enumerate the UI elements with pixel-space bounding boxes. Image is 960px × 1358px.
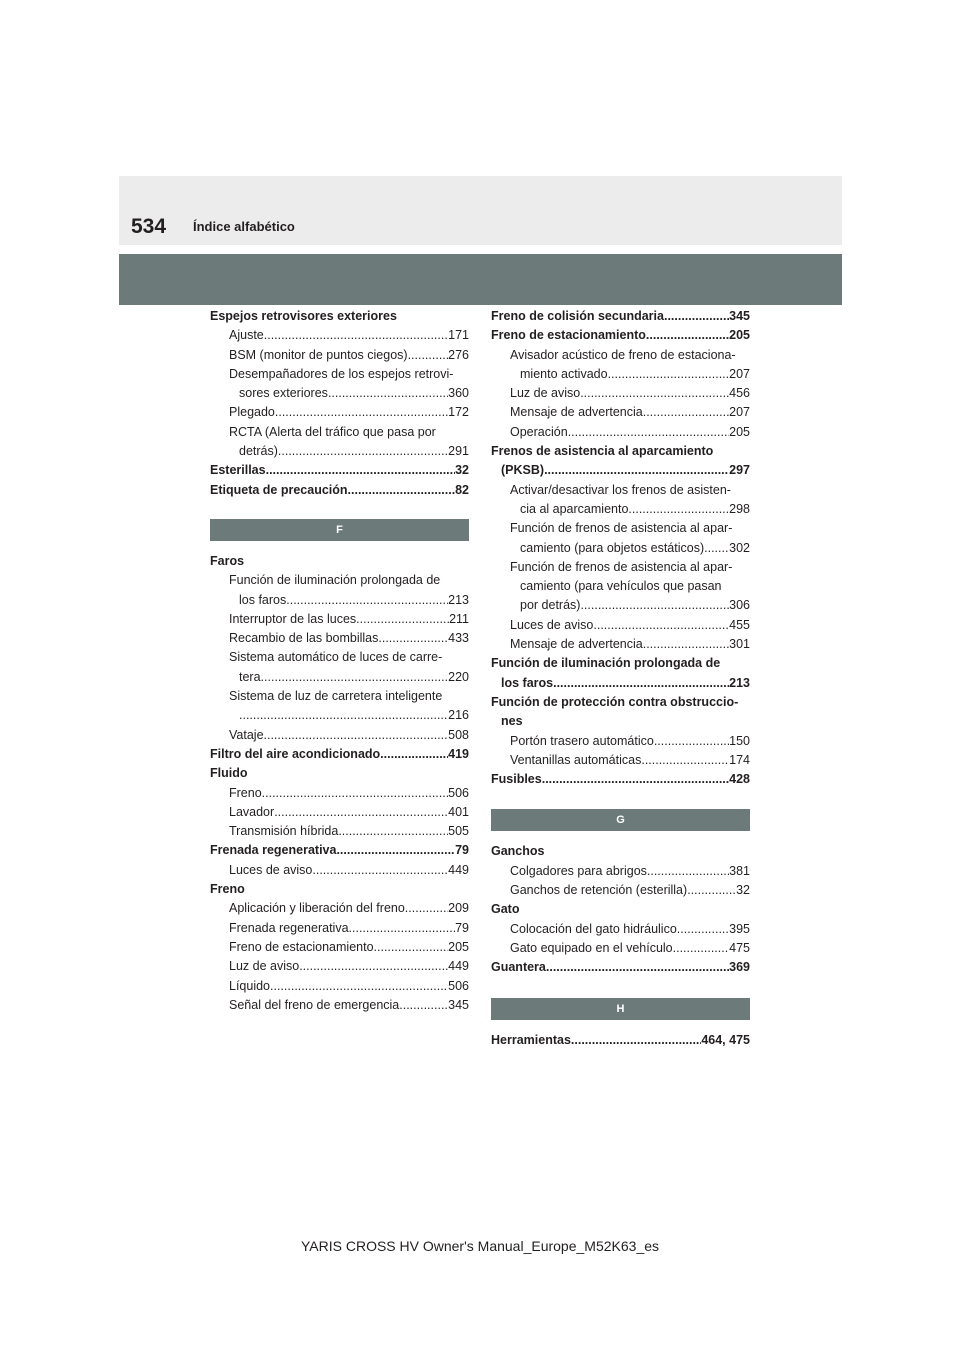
entry-term: Aplicación y liberación del freno bbox=[229, 901, 405, 916]
entry-page-ref[interactable]: 291 bbox=[448, 444, 469, 459]
entry-term: Transmisión híbrida bbox=[229, 824, 339, 839]
index-subentry bbox=[210, 803, 469, 822]
index-entry: Frenos de asistencia al aparcamiento bbox=[491, 444, 714, 459]
entry-term: Ganchos de retención (esterilla) bbox=[510, 883, 688, 898]
index-subentry bbox=[491, 732, 750, 751]
entry-page-ref[interactable]: 301 bbox=[729, 637, 750, 652]
entry-term: Freno de colisión secundaria bbox=[491, 309, 664, 323]
entry-term: (PKSB) bbox=[501, 463, 545, 478]
entry-term: Freno de estacionamiento bbox=[491, 328, 646, 343]
entry-page-ref[interactable]: 207 bbox=[729, 366, 750, 381]
index-entry bbox=[491, 1031, 750, 1050]
entry-page-ref[interactable]: 82 bbox=[455, 482, 469, 497]
dot-leader bbox=[348, 481, 456, 500]
entry-term: Freno de estacionamiento bbox=[229, 939, 374, 954]
dot-leader bbox=[274, 803, 448, 822]
entry-page-ref[interactable]: 505 bbox=[448, 824, 469, 839]
entry-page-ref[interactable]: 209 bbox=[448, 901, 469, 916]
dot-leader bbox=[654, 732, 729, 751]
spacer bbox=[210, 500, 469, 519]
index-entry bbox=[491, 958, 750, 977]
letter-heading-g: G bbox=[491, 809, 750, 831]
entry-page-ref[interactable]: 297 bbox=[729, 463, 750, 478]
spacer bbox=[491, 831, 750, 842]
index-entry: Freno bbox=[210, 882, 245, 897]
dot-leader bbox=[336, 841, 455, 860]
index-entry: Ganchos bbox=[491, 844, 545, 859]
index-entry bbox=[491, 770, 750, 789]
index-entry: Faros bbox=[210, 553, 245, 568]
dot-leader bbox=[544, 461, 729, 480]
index-entry: Gato bbox=[491, 902, 520, 917]
dot-leader bbox=[664, 307, 729, 326]
entry-term: los faros bbox=[501, 675, 554, 690]
entry-page-ref[interactable]: 428 bbox=[729, 772, 750, 787]
index-subentry bbox=[210, 822, 469, 841]
entry-term: Interruptor de las luces bbox=[229, 611, 357, 626]
dot-leader bbox=[338, 822, 448, 841]
entry-page-ref[interactable]: 79 bbox=[455, 843, 469, 858]
letter-heading-f: F bbox=[210, 519, 469, 541]
entry-page-ref[interactable]: 345 bbox=[448, 997, 469, 1012]
index-entry bbox=[210, 841, 469, 860]
entry-page-ref[interactable]: 213 bbox=[729, 675, 750, 690]
entry-page-ref[interactable]: 345 bbox=[729, 309, 750, 323]
dot-leader bbox=[399, 996, 448, 1015]
index-subentry bbox=[210, 977, 469, 996]
index-subentry bbox=[491, 616, 750, 635]
index-subentry bbox=[210, 668, 469, 687]
index-subentry bbox=[210, 384, 469, 403]
dot-leader bbox=[262, 784, 448, 803]
index-subentry: Sistema automático de luces de carre- bbox=[229, 650, 443, 665]
entry-term: BSM (monitor de puntos ciegos) bbox=[229, 347, 408, 362]
entry-term: Mensaje de advertencia bbox=[510, 405, 643, 420]
entry-term: Ventanillas automáticas bbox=[510, 752, 642, 767]
entry-term: Ajuste bbox=[229, 328, 264, 343]
index-entry bbox=[210, 461, 469, 480]
section-title: Índice alfabético bbox=[193, 219, 295, 234]
dot-leader bbox=[628, 500, 729, 519]
dot-leader bbox=[278, 442, 448, 461]
index-subentry bbox=[210, 726, 469, 745]
dot-leader bbox=[349, 919, 456, 938]
index-entry: Función de protección contra obstruccio- bbox=[491, 694, 739, 709]
entry-page-ref[interactable]: 213 bbox=[448, 592, 469, 607]
entry-term: los faros bbox=[239, 592, 287, 607]
dot-leader bbox=[356, 610, 449, 629]
index-subentry bbox=[210, 996, 469, 1015]
dot-leader bbox=[608, 365, 730, 384]
index-subentry bbox=[491, 596, 750, 615]
entry-page-ref[interactable]: 401 bbox=[448, 804, 469, 819]
entry-page-ref[interactable]: 205 bbox=[448, 939, 469, 954]
index-subentry bbox=[210, 861, 469, 880]
index-entry bbox=[491, 326, 750, 345]
index-subentry bbox=[491, 423, 750, 442]
entry-page-ref[interactable]: 475 bbox=[729, 940, 750, 955]
entry-page-ref[interactable]: 306 bbox=[729, 598, 750, 613]
index-entry bbox=[491, 307, 750, 326]
index-subentry bbox=[491, 862, 750, 881]
dot-leader bbox=[374, 938, 449, 957]
entry-page-ref[interactable]: 302 bbox=[729, 540, 750, 555]
index-subentry bbox=[210, 919, 469, 938]
entry-term: Colgadores para abrigos bbox=[510, 863, 647, 878]
entry-page-ref[interactable]: 211 bbox=[449, 611, 469, 626]
entry-term: Recambio de las bombillas bbox=[229, 631, 379, 646]
entry-term: Gato equipado en el vehículo bbox=[510, 940, 673, 955]
entry-page-ref[interactable]: 506 bbox=[448, 978, 469, 993]
entry-page-ref[interactable]: 205 bbox=[729, 424, 750, 439]
index-subentry bbox=[210, 938, 469, 957]
dot-leader bbox=[239, 706, 448, 725]
index-entry bbox=[491, 674, 750, 693]
index-subentry bbox=[210, 403, 469, 422]
index-subentry bbox=[210, 591, 469, 610]
entry-term: Etiqueta de precaución bbox=[210, 482, 348, 497]
footer-manual-id: YARIS CROSS HV Owner's Manual_Europe_M52K63_es bbox=[300, 1238, 660, 1254]
dot-leader bbox=[647, 862, 729, 881]
entry-page-ref[interactable]: 456 bbox=[729, 386, 750, 401]
entry-page-ref[interactable]: 220 bbox=[448, 669, 469, 684]
letter-heading-h: H bbox=[491, 998, 750, 1020]
entry-term: por detrás) bbox=[520, 598, 581, 613]
dot-leader bbox=[286, 591, 448, 610]
index-entry: Función de iluminación prolongada de bbox=[491, 656, 721, 671]
entry-page-ref[interactable]: 174 bbox=[729, 752, 750, 767]
entry-page-ref[interactable]: 276 bbox=[448, 347, 469, 362]
entry-page-ref[interactable]: 360 bbox=[448, 386, 469, 401]
index-entry bbox=[491, 461, 750, 480]
entry-term: Plegado bbox=[229, 405, 275, 420]
dot-leader bbox=[378, 629, 448, 648]
index-subentry: Activar/desactivar los frenos de asisten- bbox=[510, 482, 731, 497]
index-subentry bbox=[210, 442, 469, 461]
entry-term: Guantera bbox=[491, 960, 546, 975]
entry-page-ref[interactable]: 455 bbox=[729, 617, 750, 632]
entry-page-ref[interactable]: 464, 475 bbox=[701, 1032, 750, 1047]
index-subentry bbox=[491, 403, 750, 422]
entry-page-ref[interactable]: 171 bbox=[448, 328, 469, 343]
dot-leader bbox=[646, 326, 729, 345]
index-subentry: camiento (para vehículos que pasan bbox=[520, 579, 722, 594]
entry-page-ref[interactable]: 205 bbox=[729, 328, 750, 343]
index-subentry bbox=[491, 920, 750, 939]
entry-term: Esterillas bbox=[210, 463, 266, 478]
entry-page-ref[interactable]: 506 bbox=[448, 785, 469, 800]
spacer bbox=[210, 541, 469, 552]
index-subentry bbox=[210, 706, 469, 725]
dot-leader bbox=[677, 920, 729, 939]
entry-term: cia al aparcamiento bbox=[520, 501, 629, 516]
dot-leader bbox=[408, 346, 449, 365]
entry-term: Mensaje de advertencia bbox=[510, 637, 643, 652]
index-subentry bbox=[210, 899, 469, 918]
spacer bbox=[491, 789, 750, 809]
entry-term: Líquido bbox=[229, 978, 271, 993]
entry-term: Frenada regenerativa bbox=[229, 920, 349, 935]
entry-term: Colocación del gato hidráulico bbox=[510, 921, 677, 936]
dot-leader bbox=[641, 751, 729, 770]
entry-term: Señal del freno de emergencia bbox=[229, 997, 400, 1012]
index-subentry: RCTA (Alerta del tráfico que pasa por bbox=[229, 424, 436, 439]
entry-term: Fusibles bbox=[491, 772, 542, 787]
entry-page-ref[interactable]: 32 bbox=[455, 463, 469, 478]
index-entry bbox=[210, 745, 469, 764]
dot-leader bbox=[580, 596, 729, 615]
index-entry: nes bbox=[501, 714, 523, 729]
entry-page-ref[interactable]: 79 bbox=[455, 920, 469, 935]
index-subentry: Avisador acústico de freno de estaciona- bbox=[510, 347, 736, 362]
entry-page-ref[interactable]: 32 bbox=[736, 883, 750, 898]
entry-term: Herramientas bbox=[491, 1032, 571, 1047]
entry-term: tera bbox=[239, 669, 261, 684]
dot-leader bbox=[270, 977, 448, 996]
index-entry: Fluido bbox=[210, 766, 248, 781]
dot-leader bbox=[328, 384, 448, 403]
entry-term: Frenada regenerativa bbox=[210, 843, 337, 858]
entry-page-ref[interactable]: 207 bbox=[729, 405, 750, 420]
entry-term: Freno bbox=[229, 785, 262, 800]
dot-leader bbox=[687, 881, 736, 900]
index-subentry: Desempañadores de los espejos retrovi- bbox=[229, 366, 454, 381]
index-subentry bbox=[491, 751, 750, 770]
dot-leader bbox=[542, 770, 729, 789]
entry-page-ref[interactable]: 449 bbox=[448, 959, 469, 974]
index-subentry bbox=[210, 346, 469, 365]
spacer bbox=[491, 1020, 750, 1031]
entry-term: miento activado bbox=[520, 366, 608, 381]
entry-page-ref[interactable]: 449 bbox=[448, 862, 469, 877]
index-subentry bbox=[210, 629, 469, 648]
dot-leader bbox=[264, 326, 448, 345]
index-subentry bbox=[491, 939, 750, 958]
page-number: 534 bbox=[131, 215, 167, 238]
dot-leader bbox=[704, 539, 729, 558]
dot-leader bbox=[380, 745, 448, 764]
entry-page-ref[interactable]: 433 bbox=[448, 631, 469, 646]
entry-page-ref[interactable]: 172 bbox=[448, 405, 469, 420]
dot-leader bbox=[580, 384, 729, 403]
index-subentry bbox=[491, 384, 750, 403]
index-subentry bbox=[491, 635, 750, 654]
index-entry bbox=[210, 481, 469, 500]
index-subentry bbox=[210, 326, 469, 345]
index-subentry bbox=[210, 610, 469, 629]
entry-term: Luz de aviso bbox=[510, 386, 581, 401]
index-column-right bbox=[491, 307, 750, 1050]
index-column-left bbox=[210, 307, 469, 1015]
index-subentry: Función de frenos de asistencia al apar- bbox=[510, 521, 733, 536]
dot-leader bbox=[553, 674, 729, 693]
dot-leader bbox=[275, 403, 448, 422]
entry-page-ref[interactable]: 298 bbox=[729, 501, 750, 516]
entry-term: Luces de aviso bbox=[510, 617, 594, 632]
index-subentry: Sistema de luz de carretera inteligente bbox=[229, 689, 443, 704]
header-dark-band bbox=[119, 254, 842, 305]
index-subentry: Función de frenos de asistencia al apar- bbox=[510, 559, 733, 574]
index-subentry bbox=[210, 957, 469, 976]
entry-term: Filtro del aire acondicionado bbox=[210, 746, 381, 761]
dot-leader bbox=[261, 668, 449, 687]
entry-page-ref[interactable]: 395 bbox=[729, 921, 750, 936]
index-entry: Espejos retrovisores exteriores bbox=[210, 309, 397, 323]
dot-leader bbox=[264, 726, 449, 745]
dot-leader bbox=[568, 423, 729, 442]
dot-leader bbox=[643, 403, 729, 422]
entry-page-ref[interactable]: 216 bbox=[448, 708, 469, 723]
entry-term: Vataje bbox=[229, 727, 264, 742]
dot-leader bbox=[571, 1031, 701, 1050]
dot-leader bbox=[593, 616, 729, 635]
entry-term: Portón trasero automático bbox=[510, 733, 654, 748]
dot-leader bbox=[266, 461, 456, 480]
entry-page-ref[interactable]: 419 bbox=[448, 746, 469, 761]
entry-term: Luz de aviso bbox=[229, 959, 300, 974]
entry-term: Operación bbox=[510, 424, 568, 439]
index-subentry bbox=[491, 881, 750, 900]
dot-leader bbox=[546, 958, 729, 977]
index-subentry bbox=[210, 784, 469, 803]
entry-page-ref[interactable]: 369 bbox=[729, 960, 750, 975]
entry-page-ref[interactable]: 150 bbox=[729, 733, 750, 748]
entry-term: Lavador bbox=[229, 804, 275, 819]
entry-page-ref[interactable]: 381 bbox=[729, 863, 750, 878]
dot-leader bbox=[643, 635, 729, 654]
dot-leader bbox=[405, 899, 448, 918]
index-subentry bbox=[491, 500, 750, 519]
dot-leader bbox=[299, 957, 448, 976]
index-subentry bbox=[491, 365, 750, 384]
entry-term: camiento (para objetos estáticos) bbox=[520, 540, 705, 555]
entry-term: Luces de aviso bbox=[229, 862, 313, 877]
dot-leader bbox=[673, 939, 730, 958]
index-subentry bbox=[491, 539, 750, 558]
entry-term: sores exteriores bbox=[239, 386, 328, 401]
dot-leader bbox=[312, 861, 448, 880]
index-subentry: Función de iluminación prolongada de bbox=[229, 573, 441, 588]
spacer bbox=[491, 978, 750, 998]
entry-page-ref[interactable]: 508 bbox=[448, 727, 469, 742]
entry-term: detrás) bbox=[239, 444, 278, 459]
